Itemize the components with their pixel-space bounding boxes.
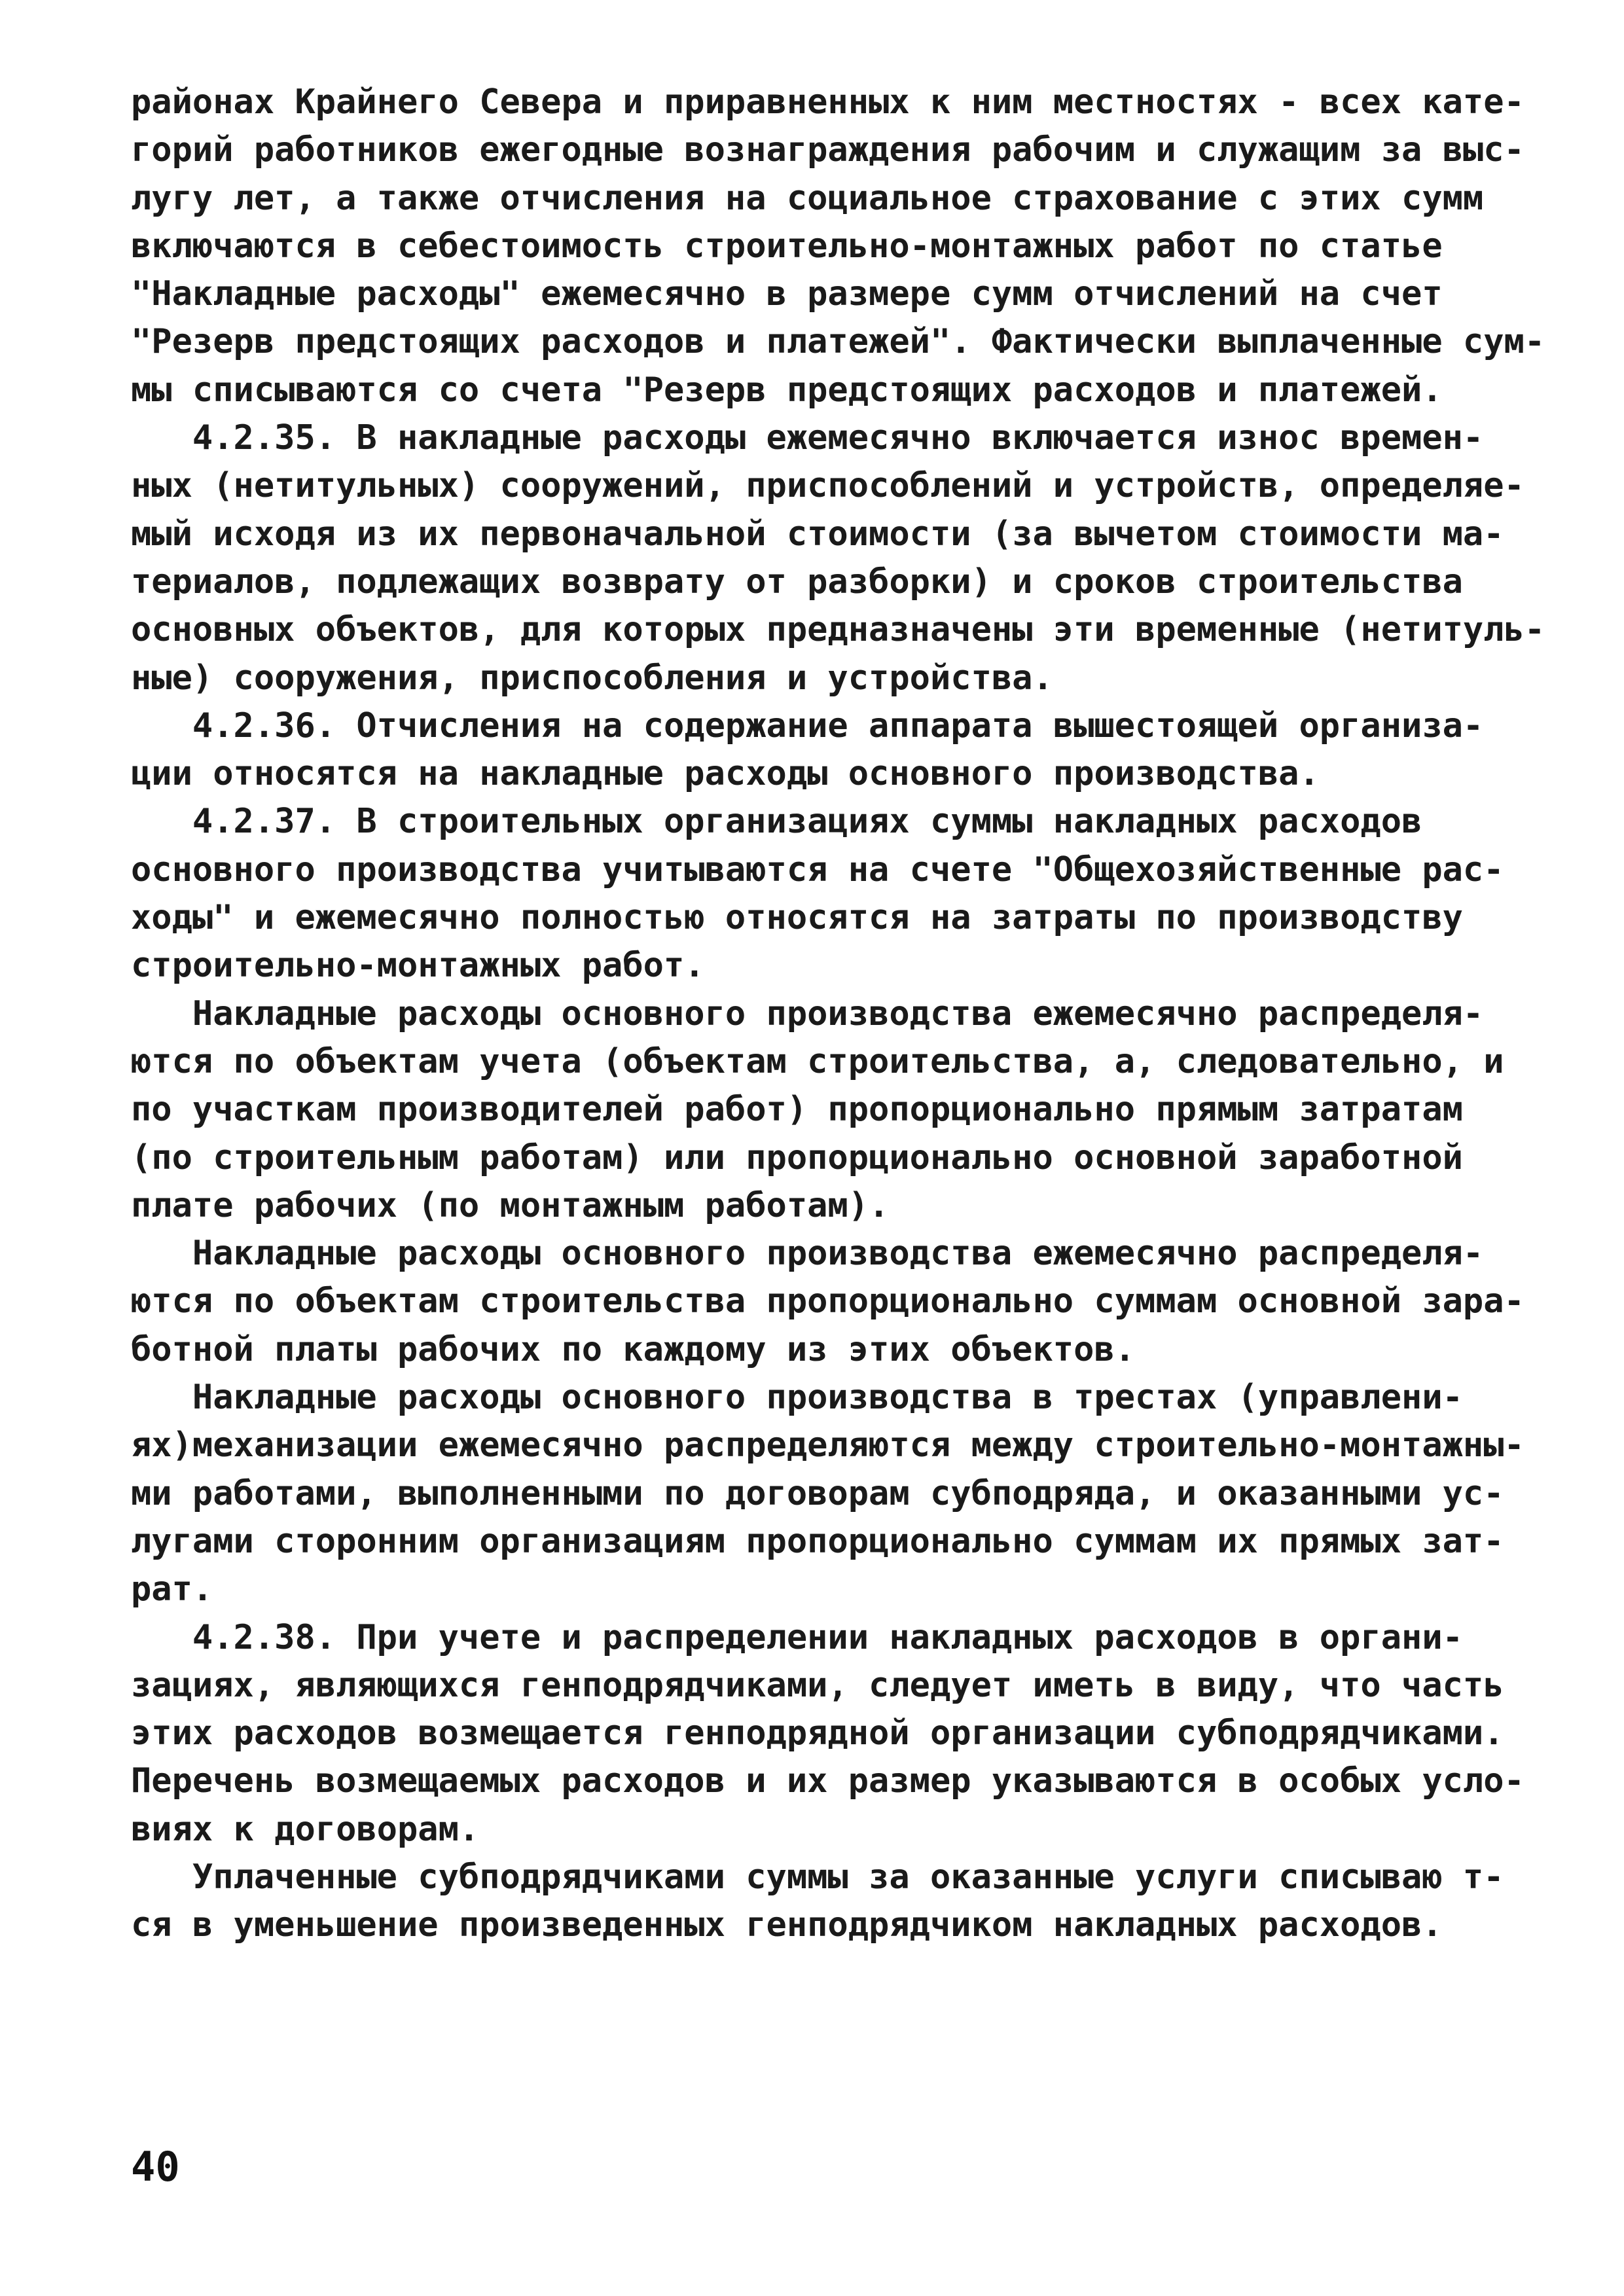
text-line: ные) сооружения, приспособления и устройства. <box>131 658 1053 698</box>
text-line: ходы" и ежемесячно полностью относятся на затраты по производству <box>131 898 1463 938</box>
text-line: 4.2.37. В строительных организациях суммы накладных расходов <box>131 802 1422 842</box>
text-line: виях к договорам. <box>131 1809 480 1849</box>
text-line: Накладные расходы основного производства ежемесячно распределя- <box>131 1234 1484 1274</box>
text-line: 4.2.38. При учете и распределении накладных расходов в органи- <box>131 1617 1463 1657</box>
text-line: ботной платы рабочих по каждому из этих объектов. <box>131 1329 1136 1369</box>
text-line: лугами сторонним организациям пропорционально суммам их прямых зат- <box>131 1521 1504 1561</box>
page-number: 40 <box>131 2143 180 2191</box>
text-line: (по строительным работам) или пропорционально основной заработной <box>131 1138 1463 1177</box>
text-line: зациях, являющихся генподрядчиками, следует иметь в виду, что часть <box>131 1665 1504 1705</box>
text-line: ных (нетитульных) сооружений, приспособлений и устройств, определяе- <box>131 466 1525 506</box>
text-line: по участкам производителей работ) пропорционально прямым затратам <box>131 1090 1463 1130</box>
text-line: 4.2.35. В накладные расходы ежемесячно включается износ времен- <box>131 418 1484 458</box>
text-line: горий работников ежегодные вознаграждения рабочим и служащим за выс- <box>131 130 1525 170</box>
text-line: ся в уменьшение произведенных генподрядчиком накладных расходов. <box>131 1905 1443 1945</box>
text-line: лугу лет, а также отчисления на социальное страхование с этих сумм <box>131 178 1484 218</box>
body-text <box>131 79 1545 1950</box>
text-line: строительно-монтажных работ. <box>131 946 705 986</box>
text-line: Накладные расходы основного производства ежемесячно распределя- <box>131 994 1484 1033</box>
text-line: ции относятся на накладные расходы основного производства. <box>131 754 1320 794</box>
text-line: териалов, подлежащих возврату от разборки) и сроков строительства <box>131 562 1463 601</box>
text-line: "Накладные расходы" ежемесячно в размере сумм отчислений на счет <box>131 274 1443 314</box>
text-line: Накладные расходы основного производства в трестах (управлени- <box>131 1378 1463 1418</box>
text-line: рат. <box>131 1570 213 1609</box>
text-line: Уплаченные субподрядчиками суммы за оказанные услуги списываю т- <box>131 1857 1504 1897</box>
text-line: ются по объектам строительства пропорционально суммам основной зара- <box>131 1282 1525 1321</box>
text-line: плате рабочих (по монтажным работам). <box>131 1185 890 1225</box>
text-line: мы списываются со счета "Резерв предстоящих расходов и платежей. <box>131 370 1443 410</box>
text-line: основного производства учитываются на счете "Общехозяйственные рас- <box>131 850 1504 889</box>
text-line: Перечень возмещаемых расходов и их размер указываются в особых усло- <box>131 1761 1525 1801</box>
text-line: "Резерв предстоящих расходов и платежей". Фактически выплаченные сум- <box>131 322 1545 362</box>
text-line: включаются в себестоимость строительно-монтажных работ по статье <box>131 226 1443 266</box>
text-line: ются по объектам учета (объектам строительства, а, следовательно, и <box>131 1041 1504 1081</box>
text-line: районах Крайнего Севера и приравненных к ним местностях - всех кате- <box>131 82 1525 122</box>
text-line: 4.2.36. Отчисления на содержание аппарата вышестоящей организа- <box>131 706 1484 745</box>
text-line: основных объектов, для которых предназначены эти временные (нетитуль- <box>131 610 1545 650</box>
text-line: ми работами, выполненными по договорам субподряда, и оказанными ус- <box>131 1473 1504 1513</box>
text-line: этих расходов возмещается генподрядной организации субподрядчиками. <box>131 1713 1504 1753</box>
text-line: мый исходя из их первоначальной стоимости (за вычетом стоимости ма- <box>131 514 1504 554</box>
text-line: ях)механизации ежемесячно распределяются между строительно-монтажны- <box>131 1426 1525 1465</box>
